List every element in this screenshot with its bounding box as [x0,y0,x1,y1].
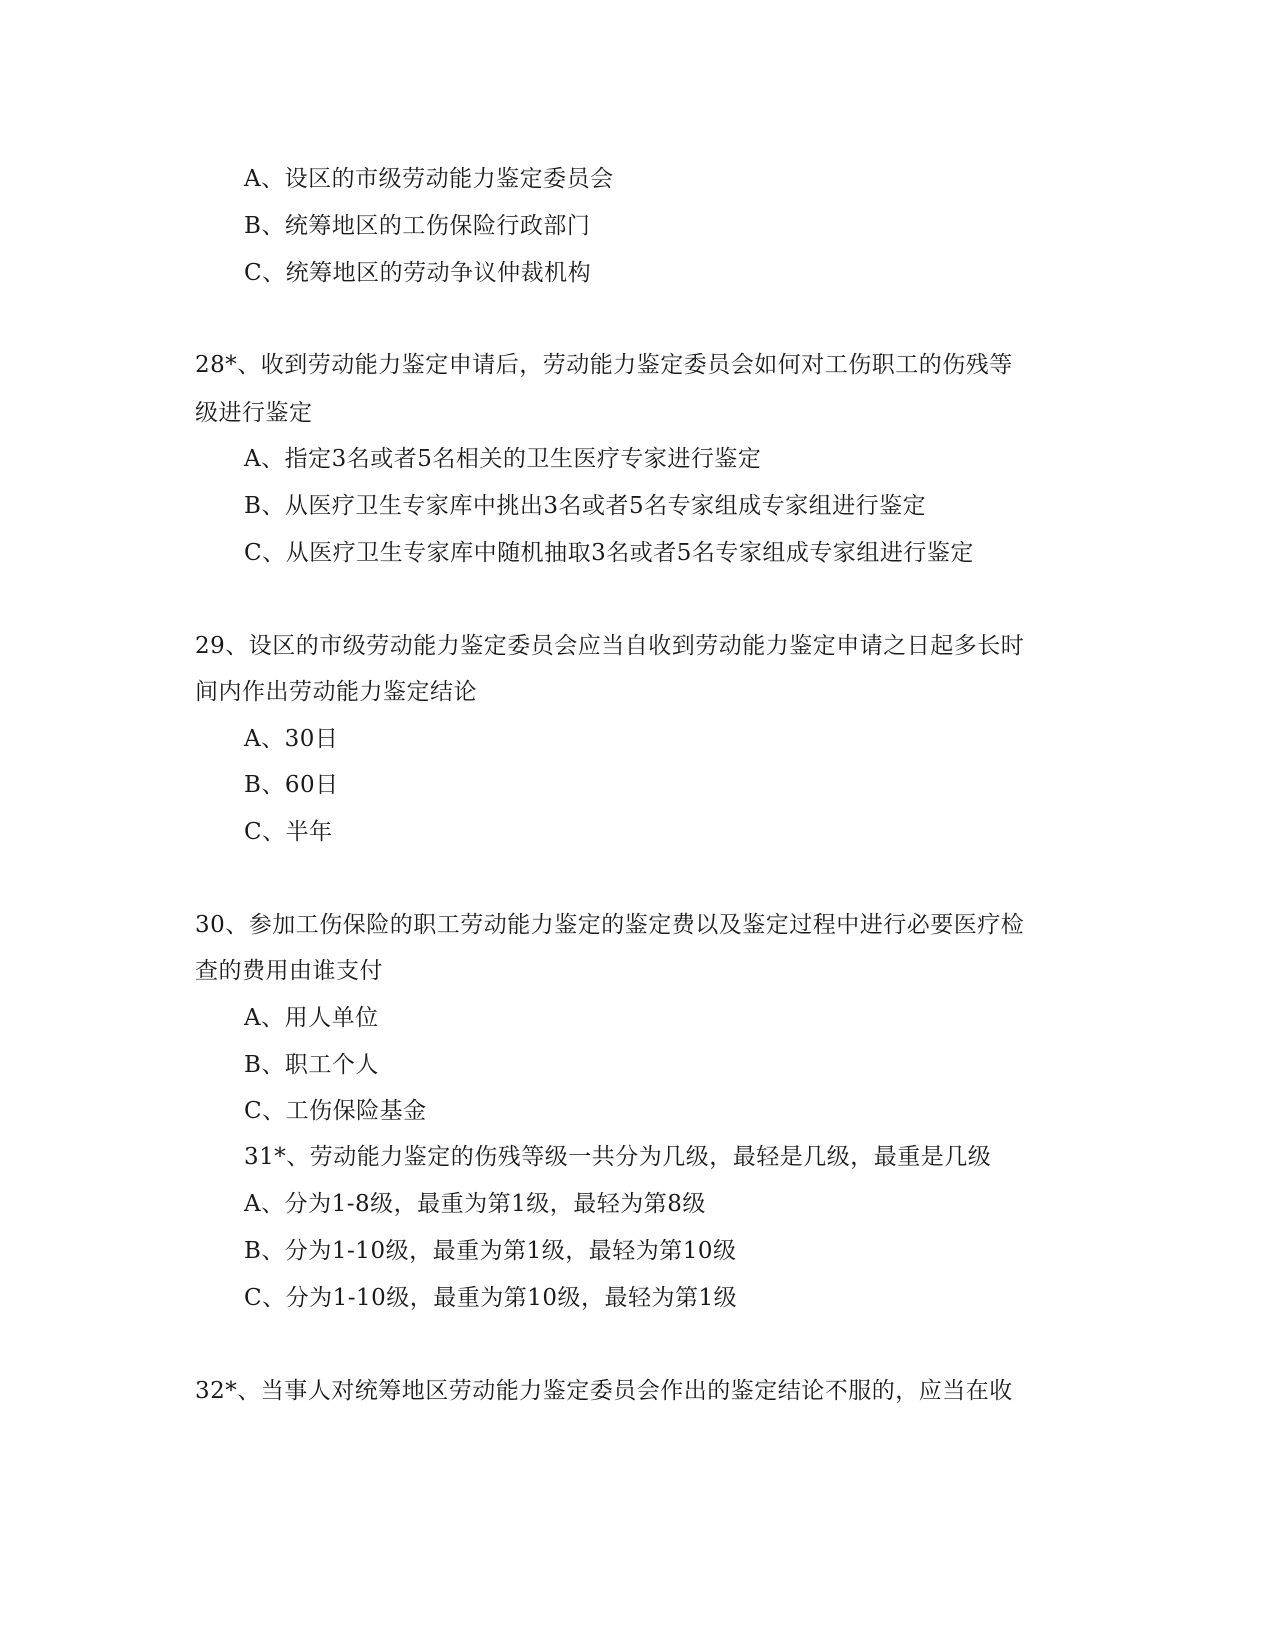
option-line: C、半年 [244,819,333,845]
option-line: C、分为1-10级，最重为第10级，最轻为第1级 [244,1285,738,1311]
option-line: B、统筹地区的工伤保险行政部门 [244,213,591,239]
option-line: B、分为1-10级，最重为第1级，最轻为第10级 [244,1238,737,1264]
option-line: B、职工个人 [244,1052,379,1078]
question-line: 29、设区的市级劳动能力鉴定委员会应当自收到劳动能力鉴定申请之日起多长时 [195,633,1025,659]
question-line: 查的费用由谁支付 [195,958,383,984]
option-line: B、60日 [244,772,339,798]
question-line: 32*、当事人对统筹地区劳动能力鉴定委员会作出的鉴定结论不服的，应当在收 [195,1378,1013,1404]
question-line: 28*、收到劳动能力鉴定申请后，劳动能力鉴定委员会如何对工伤职工的伤残等 [195,352,1013,378]
question-line: 30、参加工伤保险的职工劳动能力鉴定的鉴定费以及鉴定过程中进行必要医疗检 [195,912,1025,938]
option-line: A、30日 [244,726,339,752]
question-line: 级进行鉴定 [195,400,313,426]
option-line: A、指定3名或者5名相关的卫生医疗专家进行鉴定 [244,446,762,472]
option-line: C、从医疗卫生专家库中随机抽取3名或者5名专家组成专家组进行鉴定 [244,540,974,566]
option-line: A、分为1-8级，最重为第1级，最轻为第8级 [244,1191,706,1217]
question-line: 间内作出劳动能力鉴定结论 [195,679,477,705]
option-line: B、从医疗卫生专家库中挑出3名或者5名专家组成专家组进行鉴定 [244,493,927,519]
option-line: 31*、劳动能力鉴定的伤残等级一共分为几级，最轻是几级，最重是几级 [244,1144,992,1170]
option-line: C、工伤保险基金 [244,1098,427,1124]
option-line: C、统筹地区的劳动争议仲裁机构 [244,260,592,286]
option-line: A、设区的市级劳动能力鉴定委员会 [244,166,614,192]
option-line: A、用人单位 [244,1005,379,1031]
